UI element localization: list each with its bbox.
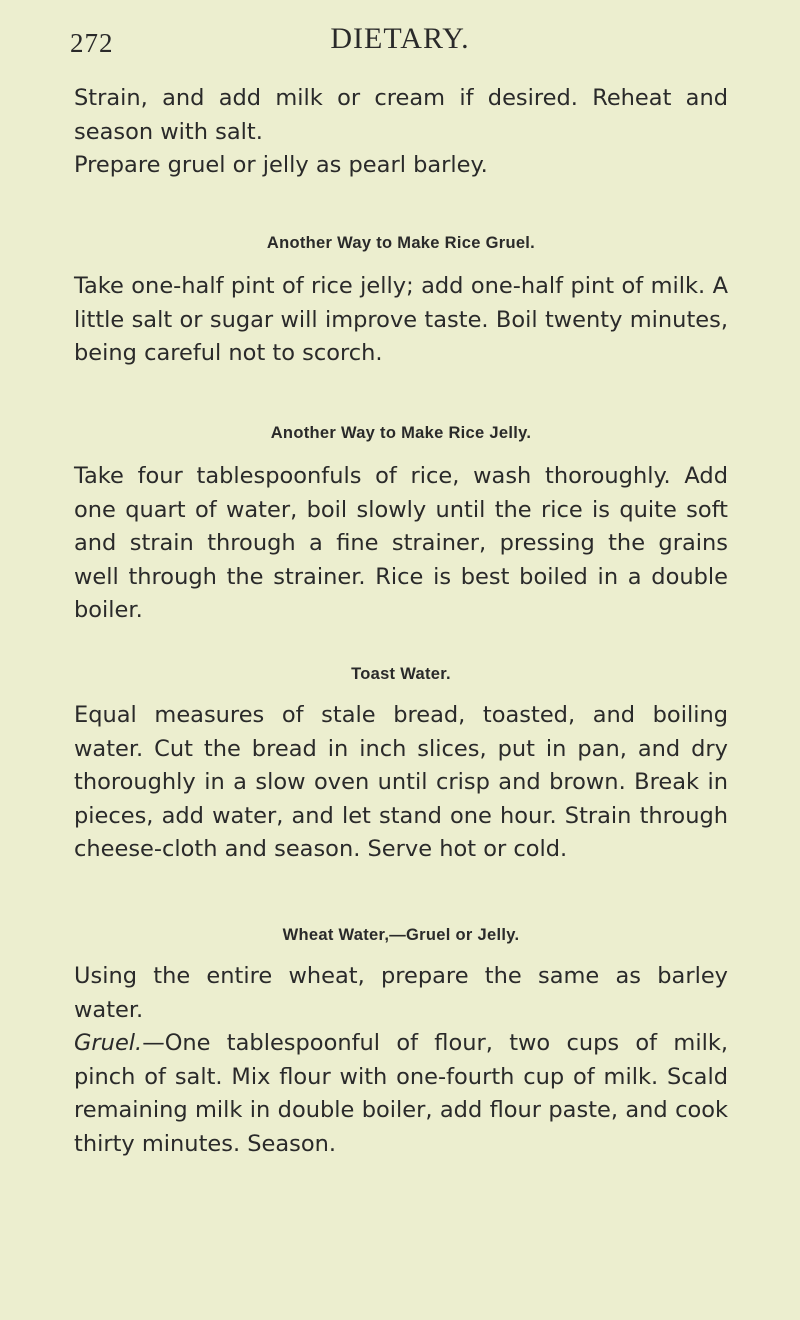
gruel-text: —One tablespoonful of flour, two cups of milk, pinch of salt. Mix flour with one-fourth cup of milk. Scald remaining milk in double boiler, add flour paste, and cook thirty minutes. Season. — [74, 1030, 728, 1157]
section-heading-rice-gruel: Another Way to Make Rice Gruel. — [266, 233, 536, 252]
running-head: DIETARY. — [330, 22, 470, 55]
intro-paragraph-2: Prepare gruel or jelly as pearl barley. — [74, 152, 488, 178]
section-text-rice-jelly: Take four tablespoonfuls of rice, wash thoroughly. Add one quart of water, boil slowly until the rice is quite soft and strain through a fine strainer, pressing the grains well through the strainer. Rice is best boiled in a double boiler. — [74, 463, 728, 623]
intro-paragraph-1: Strain, and add milk or cream if desired. Reheat and season with salt. — [74, 85, 728, 145]
gruel-paragraph — [74, 1027, 728, 1161]
section-heading-rice-jelly: Another Way to Make Rice Jelly. — [270, 423, 532, 442]
section-text-rice-gruel: Take one-half pint of rice jelly; add one-half pint of milk. A little salt or sugar will improve taste. Boil twenty minutes, being careful not to scorch. — [74, 273, 728, 366]
section-text-wheat-water: Using the entire wheat, prepare the same as barley water. — [74, 963, 728, 1023]
body-text — [74, 82, 728, 1161]
gruel-label: Gruel. — [74, 1030, 143, 1056]
page-header — [70, 22, 730, 62]
section-text-toast-water: Equal measures of stale bread, toasted, and boiling water. Cut the bread in inch slices, put in pan, and dry thoroughly in a slow oven until crisp and brown. Break in pieces, add water, and let stand one hour. Strain through cheese-cloth and season. Serve hot or cold. — [74, 702, 728, 862]
page-number: 272 — [70, 28, 114, 58]
section-heading-wheat-water: Wheat Water,—Gruel or Jelly. — [282, 925, 520, 944]
section-heading-toast-water: Toast Water. — [351, 664, 451, 683]
